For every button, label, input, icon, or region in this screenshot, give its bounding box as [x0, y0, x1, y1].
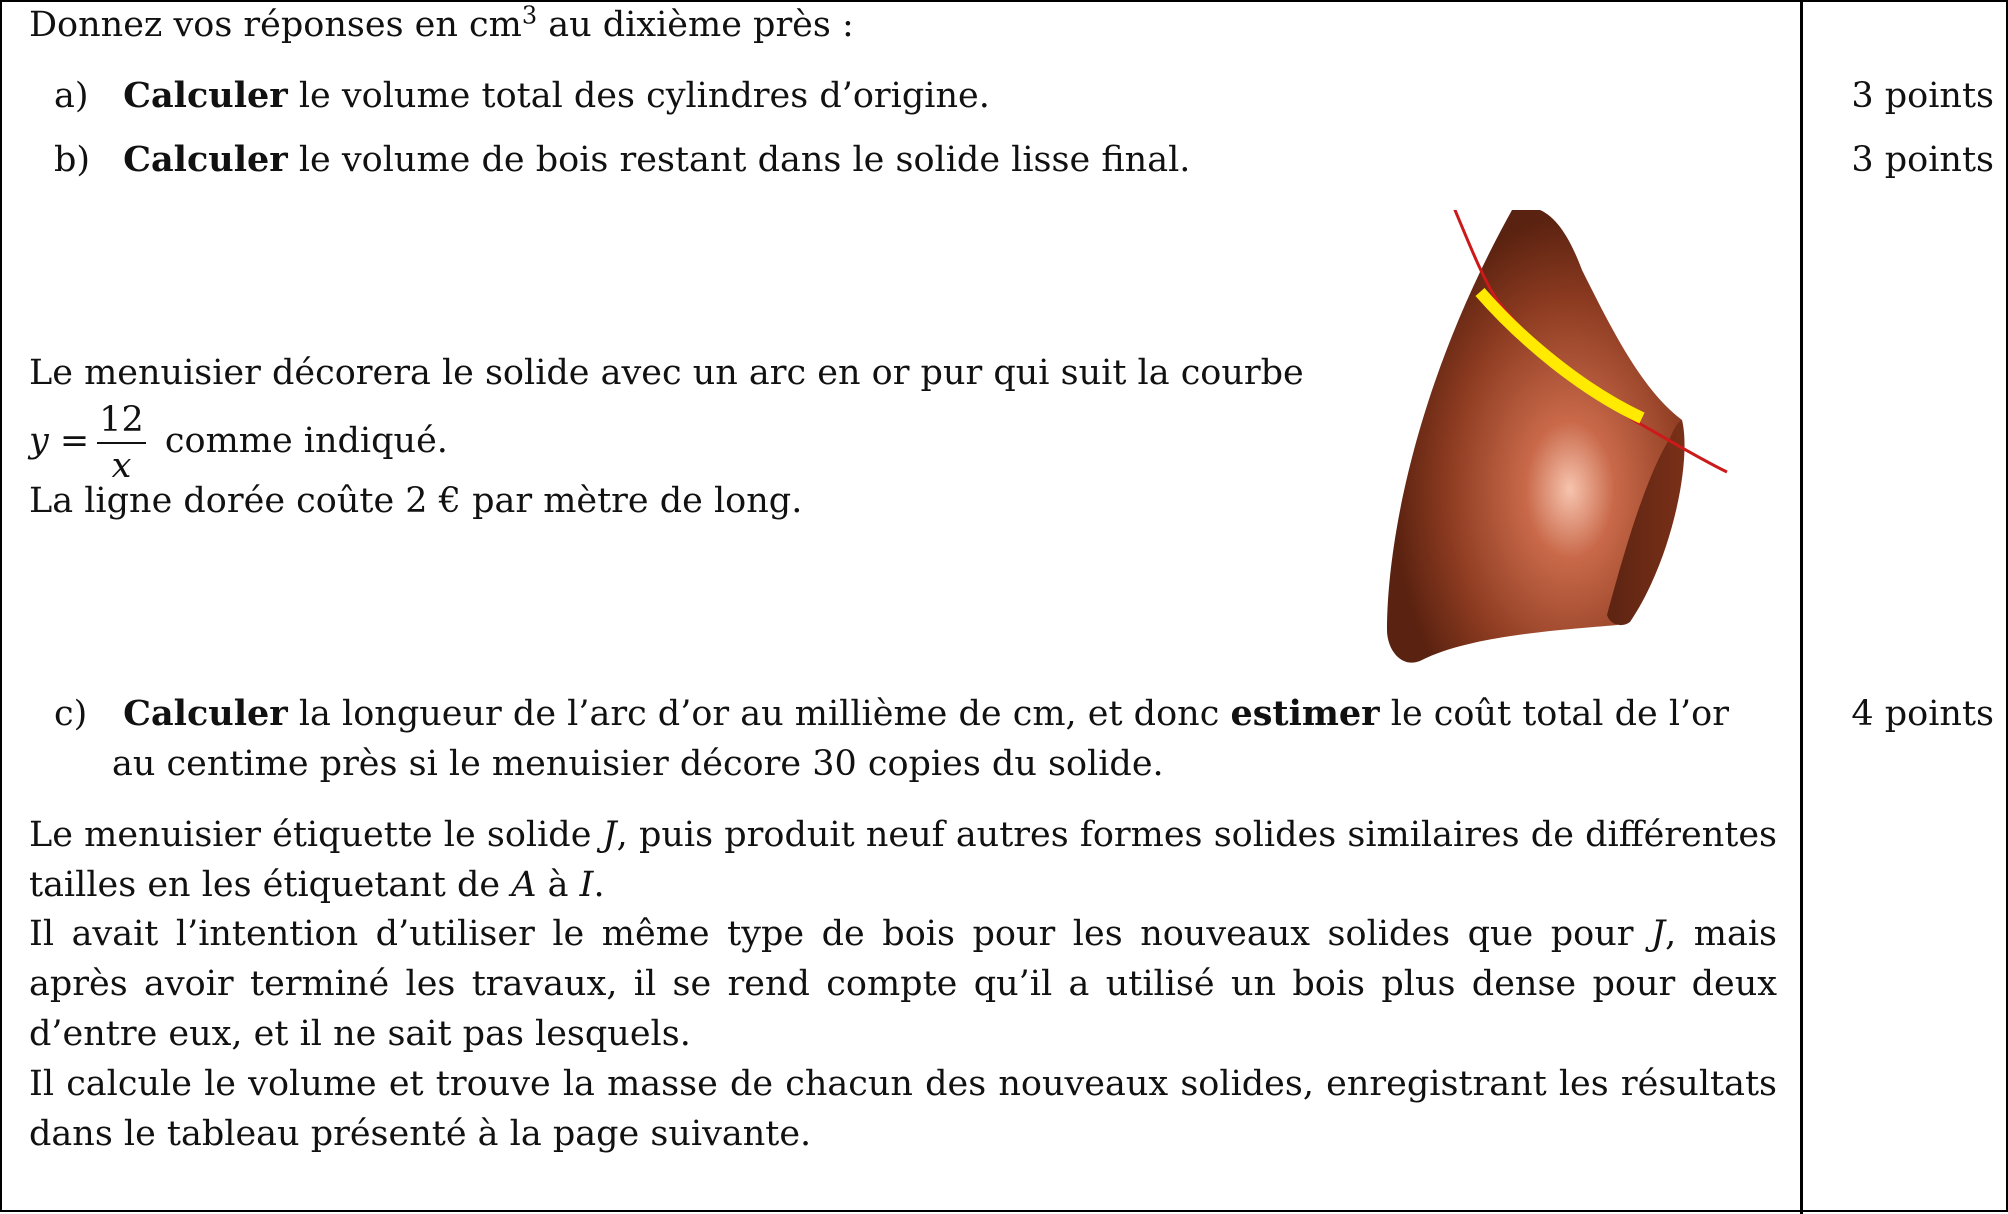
fraction-numerator: 12 [97, 398, 146, 444]
results-paragraph: Il calcule le volume et trouve la masse de chacun des nouveaux solides, enregistrant les résultats dans le tableau présenté à la page suivante. [29, 1064, 1777, 1154]
question-a-text: le volume total des cylindres d’origine. [287, 76, 990, 116]
solid-label-i: I [579, 865, 594, 905]
equation-lhs: y = [29, 421, 90, 461]
labeling-text-1: Le menuisier étiquette le solide [29, 815, 603, 855]
decoration-equation-line [29, 396, 448, 488]
solid-label-j: J [602, 815, 617, 855]
question-b-points: 3 points [1851, 140, 1994, 180]
question-c-line-2: au centime près si le menuisier décore 30 copies du solide. [112, 744, 1164, 784]
solid-label-j-2: J [1651, 914, 1666, 954]
solid-label-a: A [511, 865, 537, 905]
points-column-divider [1800, 2, 1803, 1214]
question-a-verb: Calculer [123, 75, 288, 116]
instruction-text: Donnez vos réponses en cm [29, 5, 522, 45]
instruction-text-end: au dixième près : [537, 5, 854, 45]
question-c-verb-2: estimer [1230, 693, 1380, 734]
question-a-label: a) [54, 76, 89, 116]
question-b-label: b) [54, 140, 91, 180]
question-c-verb: Calculer [123, 693, 288, 734]
equation-fraction [97, 398, 146, 488]
question-c-text-2: le coût total de l’or [1379, 694, 1729, 734]
labeling-paragraph [29, 810, 1777, 910]
labeling-text-4: . [593, 865, 605, 905]
labeling-text-2: , puis produit neuf autres formes solides similaires de différentes tailles en les étiquetant de [29, 815, 1778, 905]
instruction-line [29, 0, 854, 50]
question-c-line-1 [54, 689, 1729, 739]
question-b-text: le volume de bois restant dans le solide lisse final. [287, 140, 1191, 180]
wood-text-1: Il avait l’intention d’utiliser le même type de bois pour les nouveaux solides que pour [29, 914, 1652, 954]
question-b [54, 135, 1190, 185]
question-c-text-1: la longueur de l’arc d’or au millième de cm, et donc [287, 694, 1231, 734]
question-a-points: 3 points [1851, 76, 1994, 116]
solid-figure [1382, 210, 1732, 670]
question-c-points: 4 points [1851, 694, 1994, 734]
question-b-verb: Calculer [123, 139, 288, 180]
equation-rest: comme indiqué. [153, 421, 448, 461]
fraction-denominator: x [111, 445, 132, 486]
wood-paragraph [29, 909, 1777, 1059]
unit-exponent: 3 [521, 1, 538, 30]
question-c-label: c) [54, 694, 88, 734]
labeling-text-3: à [536, 865, 580, 905]
wood-text-2: , mais après avoir terminé les travaux, il se rend compte qu’il a utilisé un bois plus dense pour deux d’entre eux, et il ne sait pas lesquels. [29, 914, 1777, 1054]
decoration-line-1: Le menuisier décorera le solide avec un arc en or pur qui suit la courbe [29, 353, 1304, 393]
decoration-line-3: La ligne dorée coûte 2 € par mètre de long. [29, 481, 803, 521]
question-a [54, 71, 990, 121]
